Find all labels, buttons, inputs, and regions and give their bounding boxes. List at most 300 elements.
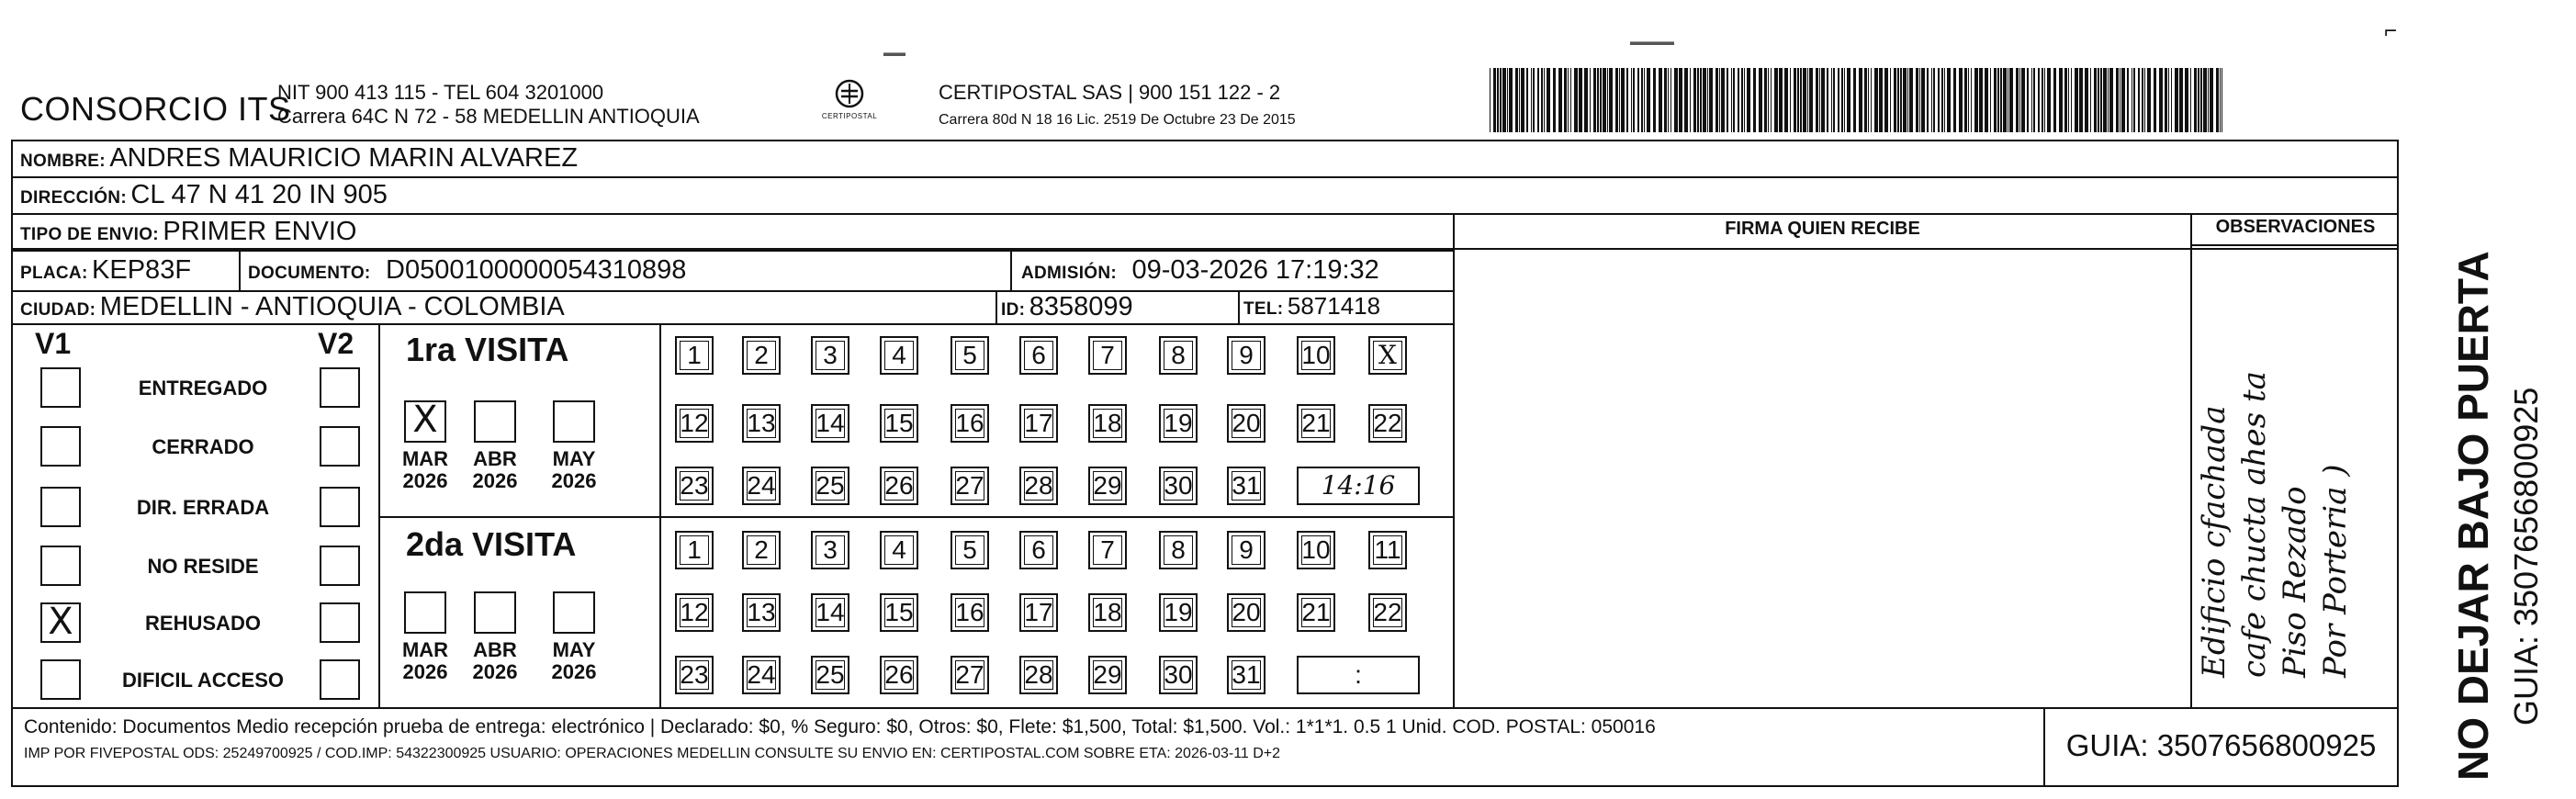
day-box[interactable]: 10 — [1297, 336, 1335, 375]
day-box[interactable]: 24 — [742, 467, 781, 505]
barcode-bar — [1621, 68, 1625, 132]
day-box[interactable]: 7 — [1088, 336, 1127, 375]
day-box[interactable]: 4 — [880, 336, 918, 375]
barcode-bar — [2175, 68, 2178, 132]
barcode-bar — [2071, 68, 2072, 132]
barcode-bar — [1615, 68, 1618, 132]
admision-value: 09-03-2026 17:19:32 — [1131, 255, 1379, 285]
barcode-bar — [1674, 68, 1678, 132]
id-label: ID: — [1001, 300, 1026, 320]
barcode-bar — [2021, 68, 2025, 132]
barcode-bar — [1985, 68, 1988, 132]
barcode-bar — [1931, 68, 1932, 132]
barcode-bar — [2042, 68, 2043, 132]
barcode-bar — [2016, 68, 2019, 132]
barcode-bar — [2121, 68, 2125, 132]
barcode-bar — [1664, 68, 1667, 132]
barcode-bar — [1807, 68, 1808, 132]
barcode-bar — [1500, 68, 1502, 132]
day-box[interactable]: 20 — [1227, 404, 1266, 443]
day-box[interactable]: 13 — [742, 593, 781, 632]
barcode-bar — [1544, 68, 1545, 132]
day-box[interactable]: 12 — [675, 404, 714, 443]
barcode-bar — [1947, 68, 1951, 132]
barcode-bar — [1971, 68, 1972, 132]
barcode-bar — [1607, 68, 1608, 132]
tel-value: 5871418 — [1287, 292, 1381, 320]
ciudad-value: MEDELLIN - ANTIOQUIA - COLOMBIA — [99, 292, 565, 321]
certipostal-logo — [817, 79, 882, 130]
barcode-bar — [1668, 68, 1669, 132]
time-box[interactable]: 14:16 — [1297, 467, 1420, 505]
v2-checkbox[interactable] — [320, 487, 360, 527]
day-box[interactable]: X — [1368, 336, 1407, 375]
barcode-bar — [1859, 68, 1862, 132]
v2-checkbox[interactable] — [320, 602, 360, 643]
day-box[interactable]: 24 — [742, 656, 781, 694]
direccion-label: DIRECCIÓN: — [20, 188, 127, 208]
month-label — [396, 639, 455, 683]
day-box[interactable]: 10 — [1297, 531, 1335, 569]
id-cell — [1001, 292, 1133, 322]
day-box[interactable]: 22 — [1368, 404, 1407, 443]
day-box[interactable]: 4 — [880, 531, 918, 569]
barcode-bar — [2208, 68, 2209, 132]
signature-area — [1460, 250, 2184, 702]
carrier-info — [939, 79, 1296, 134]
barcode-bar — [2179, 68, 2183, 132]
day-box[interactable]: 19 — [1159, 593, 1198, 632]
barcode-bar — [1890, 68, 1891, 132]
barcode-bar — [2059, 68, 2063, 132]
barcode-bar — [2190, 68, 2191, 132]
barcode-bar — [1731, 68, 1732, 132]
barcode-bar — [2109, 68, 2113, 132]
barcode-bar — [1879, 68, 1883, 132]
day-box[interactable]: 1 — [675, 531, 714, 569]
barcode-bar — [1553, 68, 1556, 132]
barcode-bar — [1579, 68, 1582, 132]
barcode-bar — [1707, 68, 1708, 132]
barcode-bar — [1744, 68, 1745, 132]
day-box[interactable]: 17 — [1019, 404, 1058, 443]
day-box[interactable]: 7 — [1088, 531, 1127, 569]
v1-checkbox[interactable] — [40, 546, 81, 586]
barcode-bar — [2098, 68, 2099, 132]
tipo-label: TIPO DE ENVIO: — [20, 225, 159, 244]
barcode-bar — [1964, 68, 1967, 132]
barcode-bar — [1493, 68, 1496, 132]
day-box[interactable]: 23 — [675, 656, 714, 694]
v2-checkbox[interactable] — [320, 546, 360, 586]
day-box[interactable]: 29 — [1088, 656, 1127, 694]
day-box[interactable]: 2 — [742, 336, 781, 375]
barcode-bar — [1847, 68, 1850, 132]
barcode-bar — [1521, 68, 1524, 132]
print-mark: ▬▬ — [883, 46, 906, 59]
barcode-bar — [1874, 68, 1878, 132]
month-year: 2026 — [402, 469, 448, 492]
admision-cell — [1021, 255, 1379, 286]
day-box[interactable]: 5 — [951, 531, 989, 569]
barcode-bar — [1784, 68, 1788, 132]
day-box[interactable]: 3 — [811, 531, 849, 569]
barcode-bar — [2194, 68, 2197, 132]
barcode-bar — [1831, 68, 1832, 132]
barcode-bar — [1733, 68, 1735, 132]
month-checkbox[interactable]: X — [404, 400, 446, 443]
documento-label: DOCUMENTO: — [248, 264, 371, 283]
barcode-bar — [1709, 68, 1713, 132]
visit2-title: 2da VISITA — [406, 525, 577, 563]
day-box[interactable]: 6 — [1019, 531, 1058, 569]
month-checkbox[interactable] — [474, 591, 516, 634]
tipo-row — [20, 217, 357, 247]
nombre-label: NOMBRE: — [20, 152, 106, 171]
day-box[interactable]: 23 — [675, 467, 714, 505]
barcode-bar — [1816, 68, 1818, 132]
barcode-bar — [1768, 68, 1769, 132]
barcode-bar — [2038, 68, 2040, 132]
day-box[interactable]: 29 — [1088, 467, 1127, 505]
barcode-bar — [1941, 68, 1943, 132]
month-name: MAR — [401, 447, 449, 470]
barcode-bar — [2165, 68, 2167, 132]
barcode-bar — [2203, 68, 2207, 132]
day-box[interactable]: 2 — [742, 531, 781, 569]
contenido-line: Contenido: Documentos Medio recepción prueba de entrega: electrónico | Declarado: $0, % Seguro: $0, Otros: $0, Flete: $1,500, Total: $1,500. Vol.: 1*1*1. 0.5 1 Unid. COD. POSTAL: 050016 — [24, 716, 1656, 737]
month-year: 2026 — [551, 660, 597, 683]
barcode-bar — [2108, 68, 2109, 132]
month-checkbox[interactable] — [553, 591, 595, 634]
v2-checkbox[interactable] — [320, 367, 360, 408]
barcode-bar — [1800, 68, 1802, 132]
month-checkbox[interactable] — [474, 400, 516, 443]
barcode-bar — [2019, 68, 2020, 132]
barcode-bar — [2142, 68, 2143, 132]
month-year: 2026 — [402, 660, 448, 683]
barcode-bar — [1679, 68, 1682, 132]
barcode-bar — [1509, 68, 1513, 132]
barcode-bar — [2068, 68, 2069, 132]
barcode-bar — [1864, 68, 1867, 132]
barcode-bar — [1871, 68, 1872, 132]
barcode-bar — [1894, 68, 1896, 132]
month-label — [545, 448, 603, 492]
barcode-bar — [2094, 68, 2097, 132]
day-box[interactable]: 27 — [951, 656, 989, 694]
barcode-bar — [1738, 68, 1739, 132]
barcode-bar — [2168, 68, 2169, 132]
tel-label: TEL: — [1243, 299, 1284, 319]
barcode-bar — [2103, 68, 2107, 132]
barcode-bar — [1644, 68, 1645, 132]
day-box[interactable]: 19 — [1159, 404, 1198, 443]
barcode-bar — [2133, 68, 2135, 132]
day-box[interactable]: 31 — [1227, 467, 1266, 505]
day-box[interactable]: 9 — [1227, 531, 1266, 569]
barcode-bar — [1841, 68, 1843, 132]
day-box[interactable]: 8 — [1159, 336, 1198, 375]
barcode-bar — [1884, 68, 1888, 132]
obs-line: Piso Rezado — [2277, 486, 2313, 678]
company-nit: NIT 900 413 115 - TEL 604 3201000 — [277, 81, 604, 104]
barcode-bar — [2044, 68, 2045, 132]
month-label — [396, 448, 455, 492]
barcode-bar — [2033, 68, 2035, 132]
day-box[interactable]: 25 — [811, 656, 849, 694]
day-box[interactable]: 22 — [1368, 593, 1407, 632]
barcode-bar — [1819, 68, 1820, 132]
day-box[interactable]: 20 — [1227, 593, 1266, 632]
month-checkbox[interactable] — [553, 400, 595, 443]
barcode-bar — [1959, 68, 1963, 132]
carrier-address: Carrera 80d N 18 16 Lic. 2519 De Octubre 23 De 2015 — [939, 112, 1296, 128]
day-box[interactable]: 14 — [811, 593, 849, 632]
company-info — [277, 81, 700, 129]
barcode-bar — [1574, 68, 1578, 132]
month-checkbox[interactable] — [404, 591, 446, 634]
barcode-bar — [1507, 68, 1508, 132]
admision-label: ADMISIÓN: — [1021, 264, 1118, 283]
barcode-bar — [1916, 68, 1918, 132]
documento-value: D0500100000054310898 — [386, 255, 687, 285]
barcode-bar — [1907, 68, 1908, 132]
barcode-bar — [1597, 68, 1599, 132]
barcode-bar — [1531, 68, 1532, 132]
status-label: DIR. ERRADA — [136, 496, 270, 519]
tipo-value: PRIMER ENVIO — [163, 217, 357, 246]
barcode-bar — [1558, 68, 1562, 132]
day-box[interactable]: 15 — [880, 404, 918, 443]
barcode — [1490, 68, 2222, 132]
month-label — [545, 639, 603, 683]
v1-checkbox[interactable]: X — [40, 602, 81, 643]
barcode-bar — [2009, 68, 2013, 132]
barcode-bar — [2116, 68, 2119, 132]
day-box[interactable]: 16 — [951, 404, 989, 443]
day-box[interactable]: 27 — [951, 467, 989, 505]
day-box[interactable]: 28 — [1019, 467, 1058, 505]
barcode-bar — [2053, 68, 2056, 132]
v2-checkbox[interactable] — [320, 659, 360, 700]
barcode-bar — [2064, 68, 2067, 132]
day-box[interactable]: 30 — [1159, 656, 1198, 694]
barcode-bar — [1693, 68, 1696, 132]
barcode-bar — [1764, 68, 1767, 132]
barcode-bar — [1900, 68, 1902, 132]
barcode-bar — [1547, 68, 1550, 132]
barcode-bar — [1933, 68, 1935, 132]
observaciones-area — [2190, 246, 2392, 687]
day-box[interactable]: 18 — [1088, 593, 1127, 632]
barcode-bar — [1753, 68, 1756, 132]
barcode-bar — [1790, 68, 1791, 132]
barcode-bar — [1647, 68, 1650, 132]
day-box[interactable]: 26 — [880, 467, 918, 505]
day-box[interactable]: 12 — [675, 593, 714, 632]
logo-icon — [831, 79, 868, 112]
day-box[interactable]: 3 — [811, 336, 849, 375]
barcode-bar — [1838, 68, 1839, 132]
v1-checkbox[interactable] — [40, 487, 81, 527]
barcode-bar — [1497, 68, 1499, 132]
barcode-bar — [1938, 68, 1940, 132]
barcode-bar — [1903, 68, 1907, 132]
barcode-bar — [1809, 68, 1813, 132]
barcode-bar — [1659, 68, 1662, 132]
direccion-value: CL 47 N 41 20 IN 905 — [130, 180, 388, 209]
carrier-name: CERTIPOSTAL SAS | 900 151 122 - 2 — [939, 81, 1281, 104]
barcode-bar — [1619, 68, 1620, 132]
barcode-bar — [2100, 68, 2102, 132]
barcode-bar — [1853, 68, 1856, 132]
month-label — [466, 448, 524, 492]
barcode-bar — [2154, 68, 2156, 132]
barcode-bar — [1637, 68, 1639, 132]
barcode-bar — [1803, 68, 1806, 132]
placa-label: PLACA: — [20, 264, 88, 283]
company-address: Carrera 64C N 72 - 58 MEDELLIN ANTIOQUIA — [277, 105, 700, 128]
day-box[interactable]: 8 — [1159, 531, 1198, 569]
logo-text: CERTIPOSTAL — [821, 112, 878, 120]
side-panel — [2406, 138, 2562, 781]
day-box[interactable]: 14 — [811, 404, 849, 443]
month-name: MAY — [552, 638, 596, 661]
barcode-bar — [1968, 68, 1969, 132]
barcode-bar — [2000, 68, 2002, 132]
placa-value: KEP83F — [92, 255, 192, 285]
barcode-bar — [1568, 68, 1569, 132]
tel-cell — [1243, 292, 1380, 321]
barcode-bar — [1921, 68, 1925, 132]
visit1-title: 1ra VISITA — [406, 331, 569, 368]
barcode-bar — [1833, 68, 1835, 132]
barcode-bar — [1953, 68, 1956, 132]
month-label — [466, 639, 524, 683]
day-box[interactable]: 16 — [951, 593, 989, 632]
ciudad-label: CIUDAD: — [20, 300, 96, 320]
barcode-bar — [1684, 68, 1688, 132]
barcode-bar — [1944, 68, 1945, 132]
barcode-bar — [2210, 68, 2213, 132]
time-box[interactable]: : — [1297, 656, 1420, 694]
v1-checkbox[interactable] — [40, 367, 81, 408]
barcode-bar — [1670, 68, 1671, 132]
barcode-bar — [1584, 68, 1588, 132]
day-box[interactable]: 30 — [1159, 467, 1198, 505]
barcode-bar — [1690, 68, 1691, 132]
barcode-bar — [1747, 68, 1750, 132]
day-box[interactable]: 17 — [1019, 593, 1058, 632]
status-label: ENTREGADO — [138, 377, 268, 400]
guia-number: GUIA: 3507656800925 — [2043, 707, 2399, 787]
barcode-bar — [2200, 68, 2202, 132]
status-label: NO RESIDE — [147, 555, 259, 578]
day-box[interactable]: 31 — [1227, 656, 1266, 694]
barcode-bar — [1537, 68, 1539, 132]
barcode-bar — [1519, 68, 1520, 132]
print-mark: ▬▬▬▬ — [1630, 35, 1674, 48]
day-box[interactable]: 15 — [880, 593, 918, 632]
barcode-bar — [2079, 68, 2083, 132]
barcode-bar — [1600, 68, 1602, 132]
barcode-bar — [1697, 68, 1699, 132]
v1-header: V1 — [35, 327, 72, 360]
barcode-bar — [1797, 68, 1799, 132]
day-box[interactable]: 6 — [1019, 336, 1058, 375]
barcode-bar — [2144, 68, 2145, 132]
barcode-bar — [1974, 68, 1978, 132]
observaciones-text — [2194, 371, 2356, 678]
barcode-bar — [1741, 68, 1743, 132]
barcode-bar — [1927, 68, 1929, 132]
day-box[interactable]: 11 — [1368, 531, 1407, 569]
v1-checkbox[interactable] — [40, 426, 81, 467]
barcode-bar — [2198, 68, 2199, 132]
barcode-bar — [1844, 68, 1845, 132]
barcode-bar — [1533, 68, 1535, 132]
day-box[interactable]: 25 — [811, 467, 849, 505]
barcode-bar — [1868, 68, 1869, 132]
barcode-bar — [2047, 68, 2051, 132]
day-box[interactable]: 13 — [742, 404, 781, 443]
barcode-bar — [2075, 68, 2078, 132]
obs-line: Edificio cfachada — [2196, 405, 2233, 678]
barcode-bar — [1590, 68, 1591, 132]
day-box[interactable]: 5 — [951, 336, 989, 375]
v1-checkbox[interactable] — [40, 659, 81, 700]
status-label: REHUSADO — [145, 612, 261, 635]
imp-line: IMP POR FIVEPOSTAL ODS: 25249700925 / COD.IMP: 54322300925 USUARIO: OPERACIONES MEDELLIN CONSULTE SU ENVIO EN: CERTIPOSTAL.COM SOBRE ETA: 2026-03-11 D+2 — [24, 746, 1281, 761]
barcode-bar — [1909, 68, 1913, 132]
day-box[interactable]: 26 — [880, 656, 918, 694]
barcode-bar — [2031, 68, 2032, 132]
barcode-bar — [1593, 68, 1596, 132]
barcode-bar — [1541, 68, 1543, 132]
day-box[interactable]: 18 — [1088, 404, 1127, 443]
corner-mark: ⌐ — [2384, 18, 2398, 43]
barcode-bar — [1633, 68, 1635, 132]
documento-cell — [248, 255, 686, 286]
barcode-bar — [1526, 68, 1528, 132]
barcode-bar — [2220, 68, 2221, 132]
barcode-bar — [1759, 68, 1762, 132]
day-box[interactable]: 1 — [675, 336, 714, 375]
barcode-bar — [1721, 68, 1725, 132]
day-box[interactable]: 21 — [1297, 404, 1335, 443]
barcode-bar — [2085, 68, 2088, 132]
barcode-bar — [1564, 68, 1567, 132]
barcode-bar — [1774, 68, 1778, 132]
v2-checkbox[interactable] — [320, 426, 360, 467]
no-dejar-bajo-puerta: NO DEJAR BAJO PUERTA — [2449, 251, 2497, 781]
barcode-bar — [1715, 68, 1718, 132]
barcode-bar — [1794, 68, 1796, 132]
barcode-bar — [2090, 68, 2091, 132]
barcode-bar — [1700, 68, 1702, 132]
day-box[interactable]: 21 — [1297, 593, 1335, 632]
day-box[interactable]: 28 — [1019, 656, 1058, 694]
barcode-bar — [1626, 68, 1628, 132]
barcode-bar — [1994, 68, 1997, 132]
side-guia: GUIA: 3507656800925 — [2507, 387, 2545, 726]
month-name: ABR — [473, 638, 517, 661]
barcode-bar — [1653, 68, 1656, 132]
month-name: ABR — [473, 447, 517, 470]
barcode-bar — [2185, 68, 2188, 132]
day-box[interactable]: 9 — [1227, 336, 1266, 375]
